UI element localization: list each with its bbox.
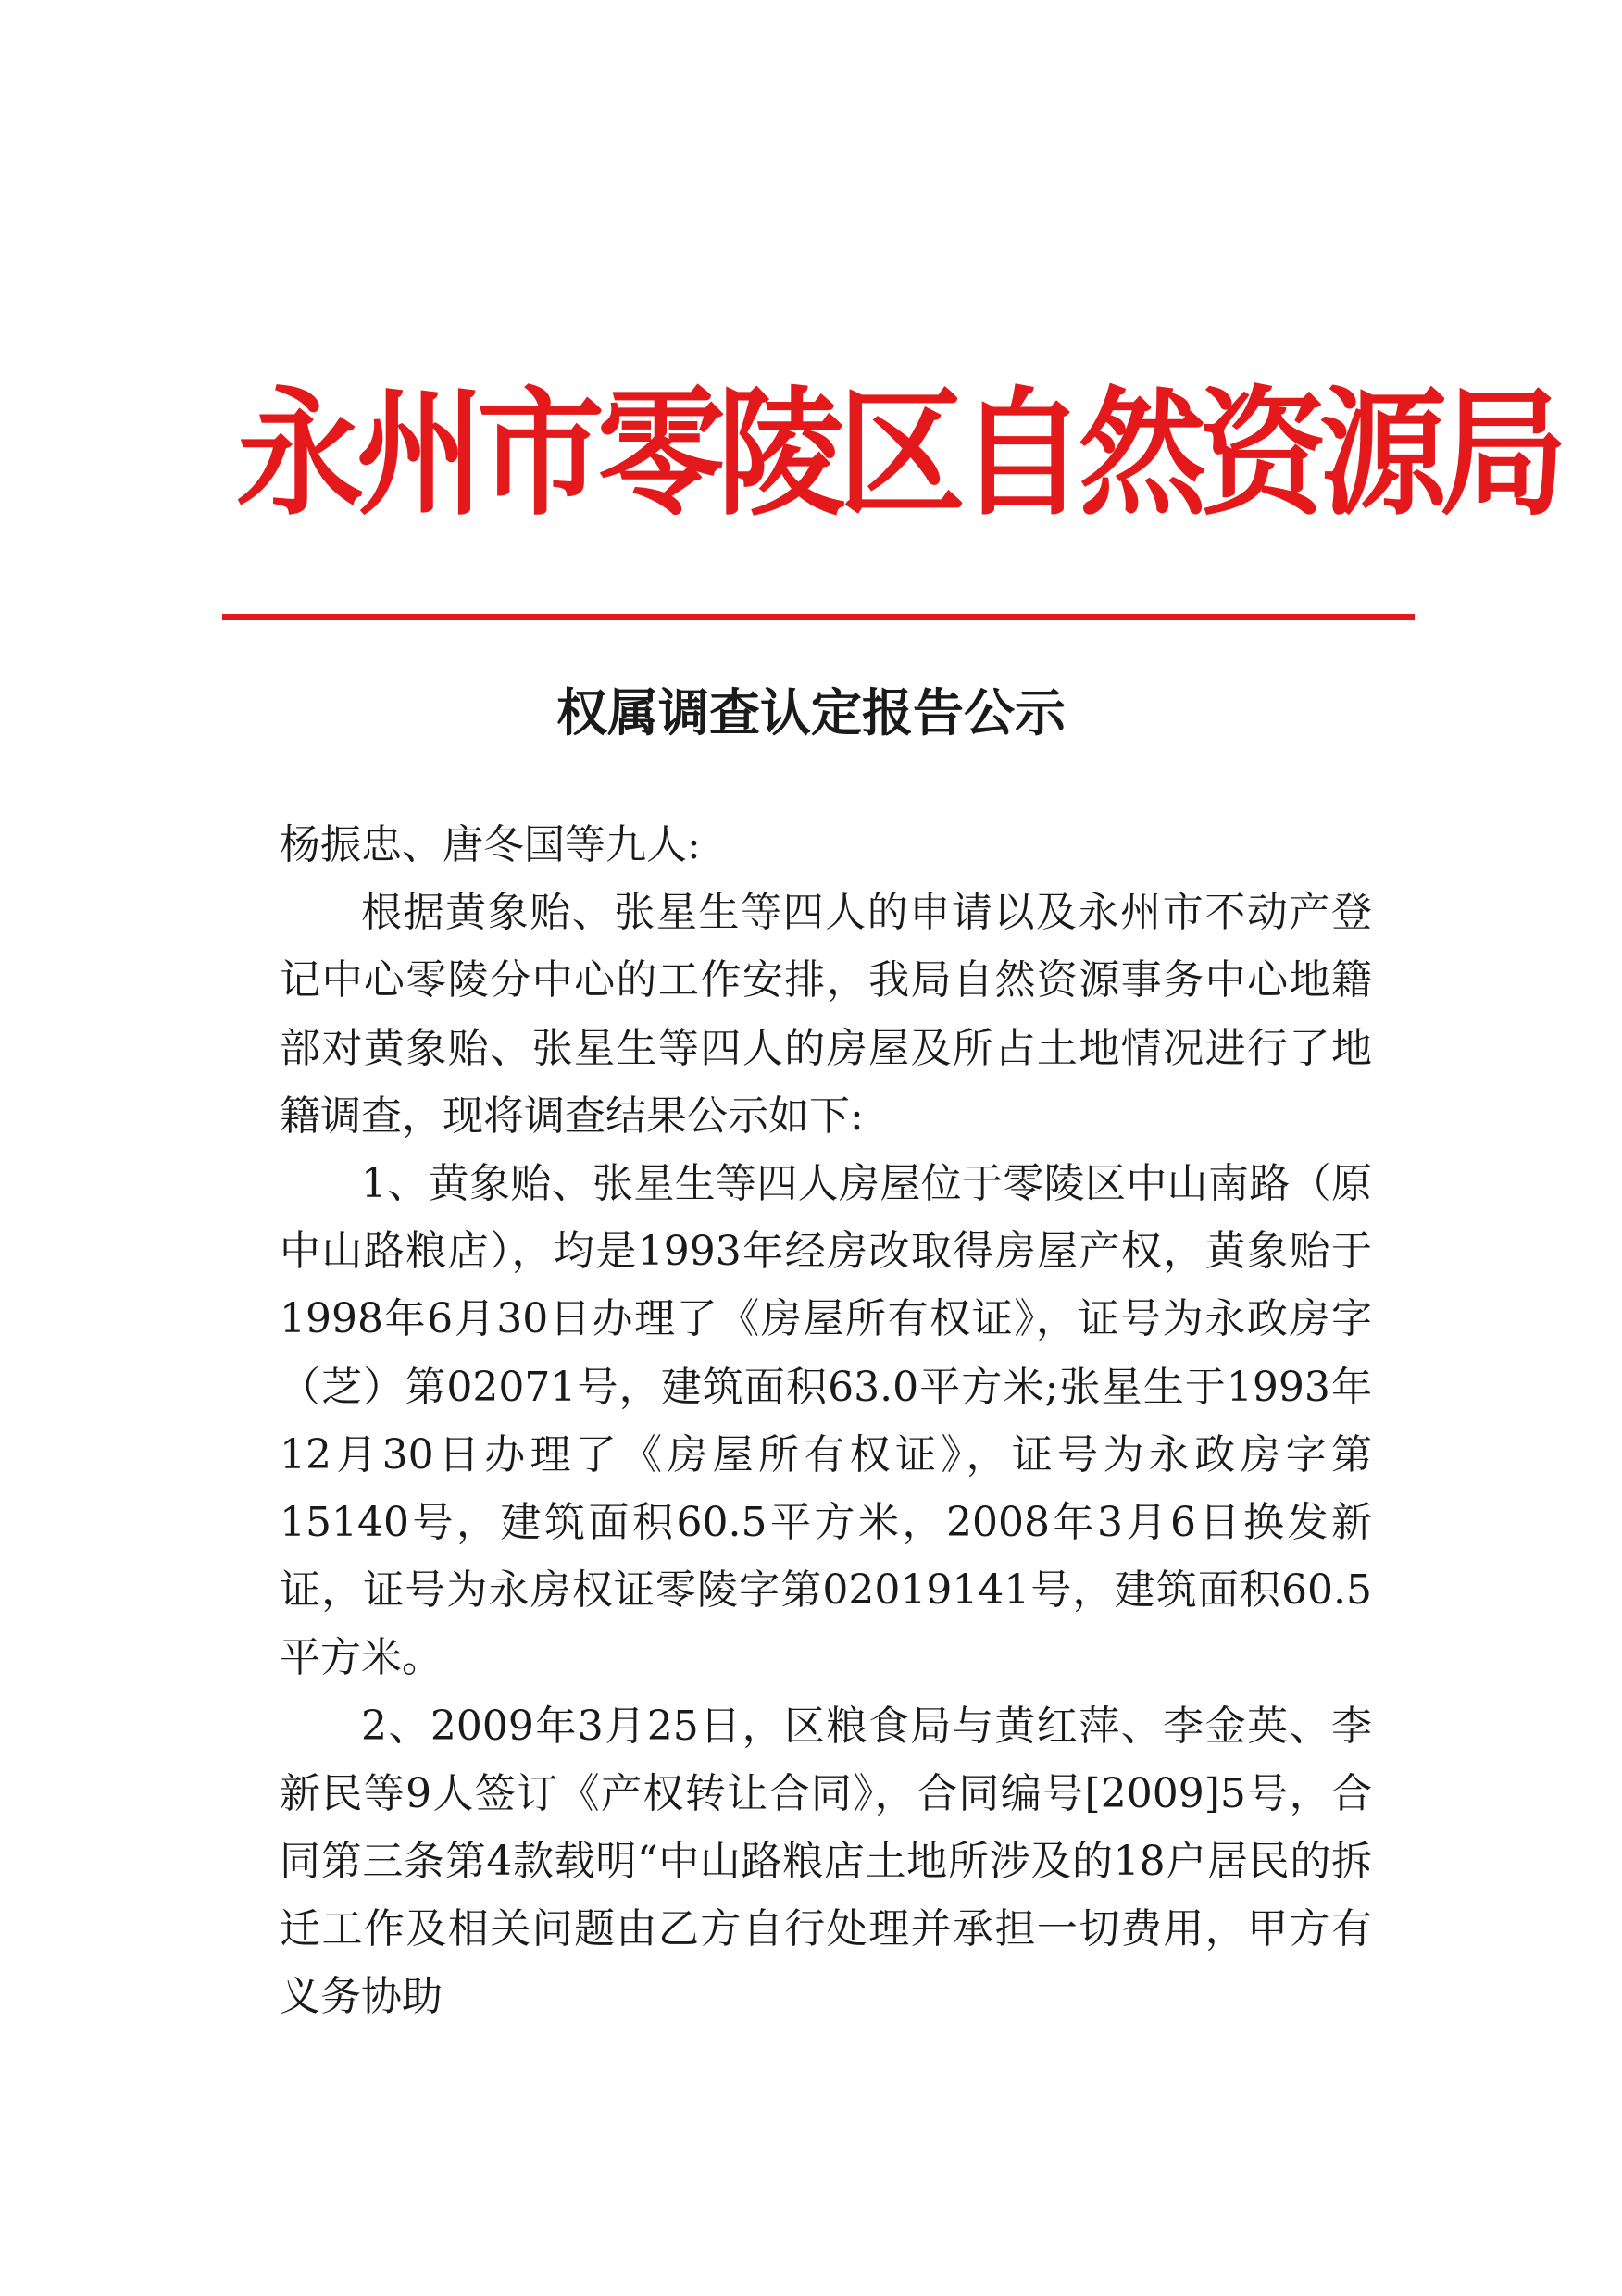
- paragraph-item-1: 1、黄象贻、张星生等四人房屋位于零陵区中山南路（原中山路粮店），均是1993年经房改取得房屋产权，黄象贻于1998年6月30日办理了《房屋所有权证》，证号为永政房字（芝）第02071号，建筑面积63.0平方米;张星生于1993年12月30日办理了《房屋所有权证》，证号为永政房字第15140号，建筑面积60.5平方米，2008年3月6日换发新证，证号为永房权证零陵字第02019141号，建筑面积60.5平方米。: [280, 1160, 1372, 1682]
- document-title: 权属调查认定报告公示: [555, 682, 1066, 742]
- salutation: 杨振忠、唐冬国等九人:: [280, 821, 701, 868]
- agency-masthead: 永州市零陵区自然资源局: [236, 371, 1561, 535]
- paragraph-item-2: 2、2009年3月25日，区粮食局与黄红萍、李金英、李新民等9人签订《产权转让合同》，合同编号[2009]5号，合同第三条第4款载明“中山路粮店土地所涉及的18户居民的拆迁工作及相关问题由乙方自行处理并承担一切费用，甲方有义务协助: [280, 1702, 1372, 2021]
- red-divider-line: [222, 614, 1415, 620]
- document-body: [280, 811, 1372, 2031]
- paragraph-intro: 根据黄象贻、张星生等四人的申请以及永州市不动产登记中心零陵分中心的工作安排，我局自然资源事务中心地籍部对黄象贻、张星生等四人的房屋及所占土地情况进行了地籍调查，现将调查结果公示如下:: [280, 889, 1372, 1140]
